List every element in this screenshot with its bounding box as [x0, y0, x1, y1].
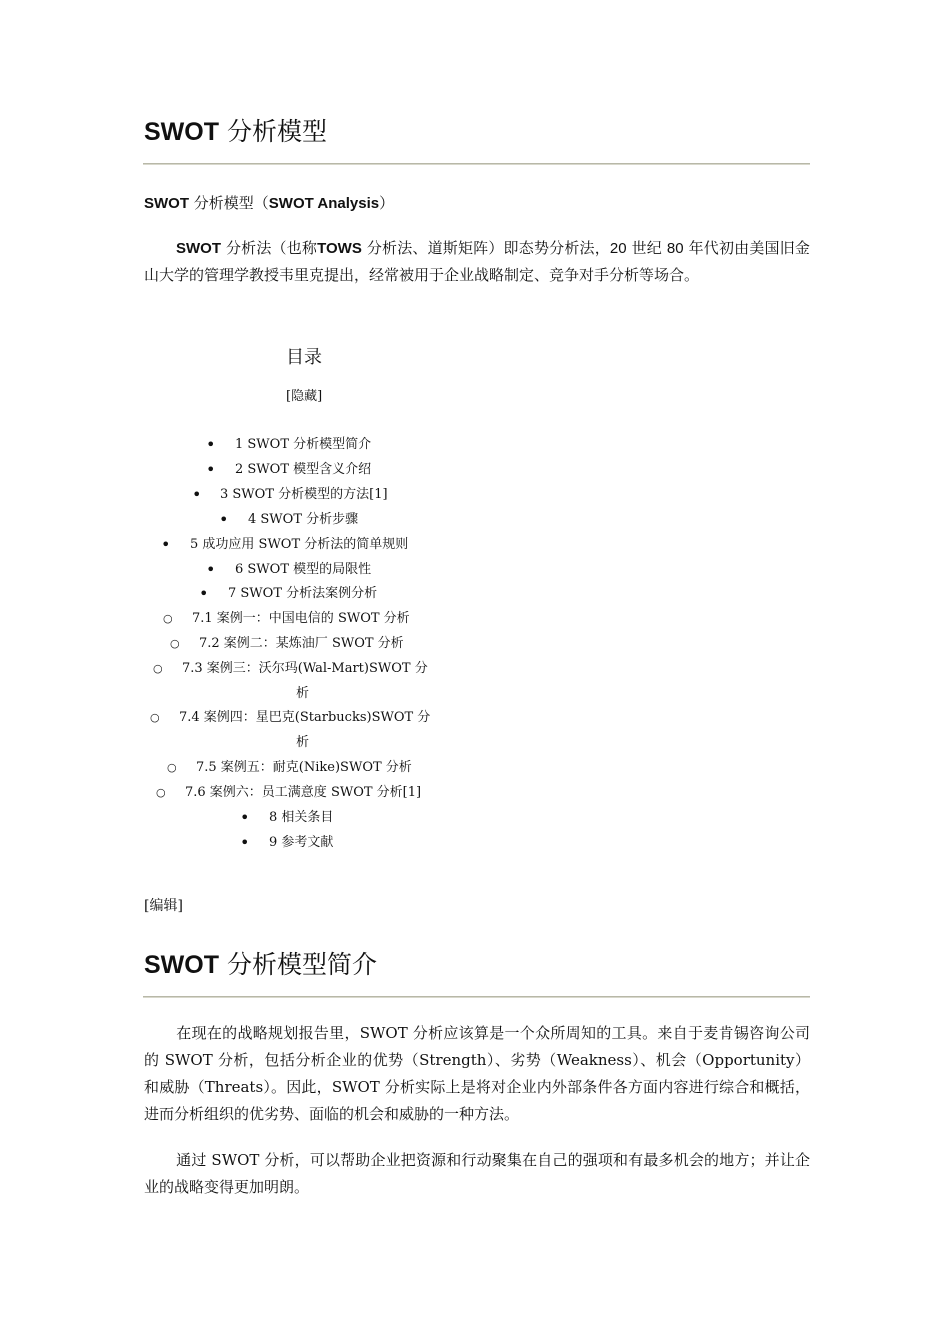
- intro-num-80: 80: [666, 240, 684, 257]
- intro-text-4: 年代初由美国旧金山大学的管理学教授韦里克提出，经常被用于企业战略制定、竞争对手分析等场合。: [144, 239, 810, 284]
- toc-item-link-wrap[interactable]: 析: [296, 686, 310, 701]
- section-title: [144, 950, 377, 980]
- toc-sub-bullet-icon: ○: [156, 786, 166, 799]
- section-title-cjk: 分析模型简介: [226, 950, 377, 979]
- toc-bullet-icon: •: [161, 535, 171, 554]
- toc-bullet-icon: •: [240, 808, 250, 827]
- toc-sub-bullet-icon: ○: [170, 637, 180, 650]
- toc-bullet-icon: •: [206, 435, 216, 454]
- toc-item-link[interactable]: 1 SWOT 分析模型简介: [235, 437, 372, 452]
- toc-bullet-icon: •: [192, 485, 202, 504]
- toc-item-link[interactable]: 8 相关条目: [269, 810, 334, 825]
- toc-sub-bullet-icon: ○: [153, 662, 163, 675]
- page-title: [144, 117, 327, 147]
- edit-link[interactable]: [编辑]: [144, 898, 183, 914]
- section-paragraph-1-text: 在现在的战略规划报告里，SWOT 分析应该算是一个众所周知的工具。来自于麦肯锡咨询公司的 SWOT 分析，包括分析企业的优势（Strength）、劣势（Weakness）、机会（Opportunity）和威胁（Threats）。因此，SWOT 分析实际上是将对企业内外部条件各方面内容进行综合和概括，进而分析组织的优劣势、面临的机会和威胁的一种方法。: [144, 1024, 810, 1123]
- section-divider: [143, 996, 810, 998]
- intro-swot: SWOT: [176, 240, 221, 257]
- toc-bullet-icon: •: [240, 833, 250, 852]
- intro-text-3: 世纪: [631, 239, 662, 257]
- toc-item-link[interactable]: 9 参考文献: [269, 835, 334, 850]
- toc-hide-link[interactable]: [隐藏]: [286, 389, 323, 404]
- section-paragraph-2-text: 通过 SWOT 分析，可以帮助企业把资源和行动聚集在自己的强项和有最多机会的地方；并让企业的战略变得更加明朗。: [144, 1151, 810, 1196]
- toc-item-link[interactable]: 7.1 案例一：中国电信的 SWOT 分析: [192, 611, 410, 626]
- toc-sub-bullet-icon: ○: [163, 612, 173, 625]
- intro-tows: TOWS: [317, 240, 362, 257]
- toc-bullet-icon: •: [206, 460, 216, 479]
- section-title-latin: SWOT: [144, 951, 219, 979]
- page-title-cjk: 分析模型: [226, 117, 327, 146]
- toc-item-link[interactable]: 7.5 案例五：耐克(Nike)SWOT 分析: [196, 760, 412, 775]
- intro-text-2: 分析法、道斯矩阵）即态势分析法，: [366, 239, 610, 257]
- toc-item-link[interactable]: 7.4 案例四：星巴克(Starbucks)SWOT 分: [179, 710, 431, 725]
- toc-sub-bullet-icon: ○: [167, 761, 177, 774]
- page-title-latin: SWOT: [144, 118, 219, 146]
- subtitle-close: ）: [379, 194, 395, 212]
- toc-item-link[interactable]: 4 SWOT 分析步骤: [248, 512, 359, 527]
- subtitle-swot: SWOT: [144, 195, 189, 212]
- toc-bullet-icon: •: [219, 510, 229, 529]
- toc-item-link[interactable]: 7.6 案例六：员工满意度 SWOT 分析[1]: [185, 785, 422, 800]
- intro-text-1: 分析法（也称: [225, 239, 318, 257]
- section-paragraph-2: [144, 1147, 810, 1201]
- toc-item-link[interactable]: 7 SWOT 分析法案例分析: [228, 586, 378, 601]
- toc-item-link[interactable]: 6 SWOT 模型的局限性: [235, 562, 372, 577]
- toc-sub-bullet-icon: ○: [150, 711, 160, 724]
- subtitle: [144, 192, 394, 215]
- toc-item-link[interactable]: 7.3 案例三：沃尔玛(Wal-Mart)SWOT 分: [182, 661, 428, 676]
- toc-bullet-icon: •: [199, 584, 209, 603]
- intro-paragraph: [144, 235, 810, 289]
- intro-num-20: 20: [609, 240, 627, 257]
- toc-bullet-icon: •: [206, 560, 216, 579]
- toc-item-link-wrap[interactable]: 析: [296, 735, 310, 750]
- toc-title: 目录: [286, 347, 322, 368]
- toc-item-link[interactable]: 7.2 案例二：某炼油厂 SWOT 分析: [199, 636, 404, 651]
- subtitle-english: SWOT Analysis: [268, 195, 380, 212]
- section-paragraph-1: [144, 1020, 810, 1128]
- title-divider: [143, 163, 810, 165]
- toc-item-link[interactable]: 2 SWOT 模型含义介绍: [235, 462, 372, 477]
- subtitle-cjk: 分析模型（: [193, 194, 269, 212]
- toc-item-link[interactable]: 5 成功应用 SWOT 分析法的简单规则: [190, 537, 409, 552]
- toc-item-link[interactable]: 3 SWOT 分析模型的方法[1]: [220, 487, 388, 502]
